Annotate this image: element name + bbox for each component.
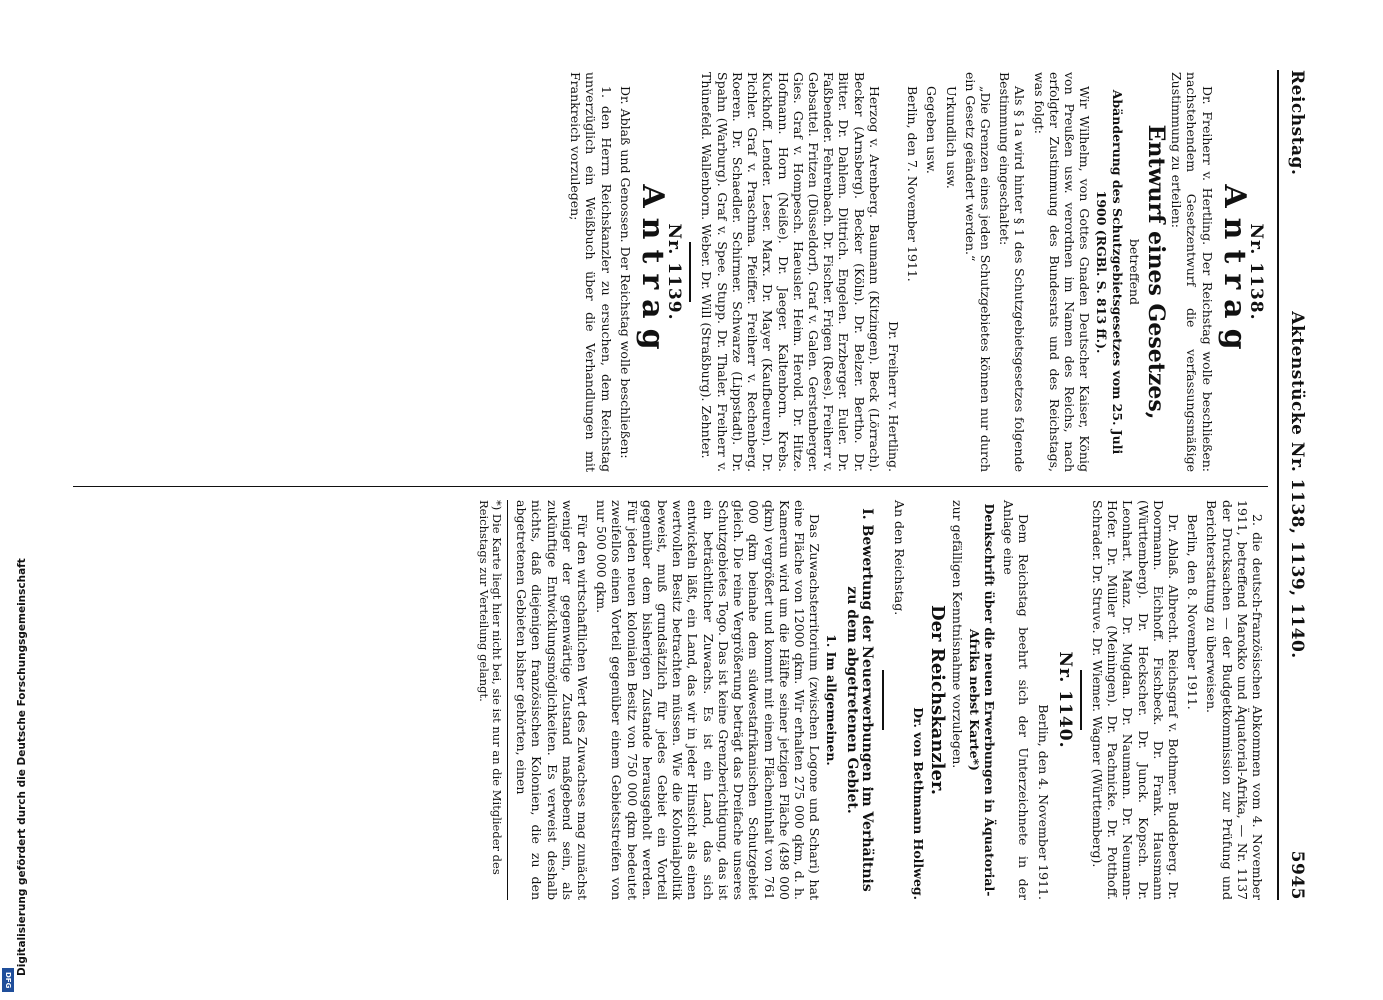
- paragraph-1a: Als § 1a wird hinter § 1 des Schutzgebietsgesetzes folgende Bestimmung eingeschaltet:: [997, 72, 1028, 472]
- footnote: *) Die Karte liegt hier nicht bei, sie ist nur an die Mitglieder des Reichstags zur Verteilung gelangt.: [477, 500, 508, 900]
- kanzler-name: Dr. von Bethmann Hollweg.: [911, 707, 927, 900]
- section-heading: I. Bewertung der Neuerwerbungen im Verhältnis zu dem abgetretenen Gebiet.: [843, 508, 875, 892]
- antrag2-item2: 2. die deutsch-französischen Abkommen vom 4. November 1911, betreffend Marokko und Äquatorial-Afrika, — Nr. 1137 der Drucksachen — der Budgetkommission zur Prüfung und Berichterstattung zu überweisen.: [1204, 500, 1265, 900]
- antrag-heading: Antrag: [1216, 184, 1252, 360]
- body-paragraph-2: Für den wirtschaftlichen Wert des Zuwachses mag zunächst weniger der gegenwärtige Zustand maßgebend sein, als zukünftige Entwicklungsmöglichkeiten. Es verweist deshalb nichts, daß diejenigen französischen Kolonien, die zu den abgetretenen Gebieten bisher gehörten, einen: [514, 500, 591, 900]
- antrag-intro: Dr. Freiherr v. Hertling. Der Reichstag wolle beschließen: nachstehendem Gesetzentwurf die verfassungsmäßige Zustimmung zu erteilen:: [1169, 72, 1215, 472]
- header-left: Reichstag.: [1287, 70, 1307, 176]
- separator: [689, 242, 691, 302]
- entwurf-heading: Entwurf eines Gesetzes,: [1142, 124, 1169, 420]
- cosigner-names: Herzog v. Arenberg. Baumann (Kitzingen). Beck (Lörrach). Becker (Arnsberg). Becker (Köln). Dr. Belzer. Bertho. Dr. Bitter. Dr. Dahlem. Dittrich. Engelen. Erzberger. Euler. Dr. Faßbender. Fehrenbach. Dr. Fischer. Frigen (Rees). Freiherr v. Gebsattel. Fritzen (Düsseldorf). Graf v. Galen. Gerstenberger. Gies. Graf v. Hompesch. Haeusler. Heim. Herold. Dr. Hitze. Hofmann. Horn (Neiße). Dr. Jaeger. Kaltenborn. Krebs. Kuckhoff. Lender. Leser. Marx. Dr. Mayer (Kaufbeuren). Dr. Pichler. Graf v. Praschma. Pfeiffer. Freiherr v. Rechenberg. Roeren. Dr. Schaedler. Schirmer. Schwarze (Lippstadt). Dr. Spahn (Warburg). Graf v. Spee. Stupp. Dr. Thaler. Freiherr v. Thünefeld. Wallenborn. Weber. Dr. Will (Straßburg). Zehnter.: [699, 72, 882, 472]
- running-header: [1281, 70, 1307, 900]
- kanzler-title: Der Reichskanzler.: [927, 604, 949, 796]
- letter-body: Dem Reichstag beehrt sich der Unterzeichnete in der Anlage eine: [1001, 500, 1032, 900]
- gegeben-text: Gegeben usw.: [924, 86, 940, 174]
- column-divider: [73, 486, 1268, 487]
- nr-1140-heading: Nr. 1140.: [1054, 651, 1075, 749]
- header-rule: [1277, 70, 1279, 900]
- quoted-provision: „Die Grenzen eines jeden Schutzgebietes können nur durch ein Gesetz geändert werden.“: [962, 72, 993, 472]
- wir-wilhelm-text: Wir Wilhelm, von Gottes Gnaden Deutscher Kaiser, König von Preußen usw. verordnen im Namen des Reichs, nach erfolgter Zustimmung des Bundesrats und des Reichstags, was folgt:: [1031, 72, 1093, 472]
- dfg-logo: DFG: [2, 968, 14, 992]
- date-line-2: Berlin, den 8. November 1911.: [1185, 514, 1201, 710]
- antrag2-item1: 1. den Herrn Reichskanzler zu ersuchen, dem Reichstag unverzüglich ein Weißbuch über die Verhandlungen mit Frankreich vorzulegen;: [568, 72, 614, 472]
- denkschrift-title: Denkschrift über die neuen Erwerbungen in Äquatorial-Afrika nebst Karte*): [966, 503, 997, 897]
- cosigner-names-2: Dr. Ablaß. Albrecht. Reichsgraf v. Bothmer. Buddeberg. Dr. Doormann. Eichhoff. Fischbeck. Dr. Frank. Hausmann (Württemberg). Dr. Heckscher. Dr. Junck. Kopsch. Dr. Leonhart. Manz. Dr. Mugdan. Dr. Naumann. Dr. Neumann-Hofer. Dr. Müller (Meiningen). Dr. Pachnicke. Dr. Potthoff. Schrader. Dr. Struve. Dr. Wiemer. Wagner (Württemberg).: [1089, 500, 1181, 900]
- header-center: Aktenstücke Nr. 1138, 1139, 1140.: [1287, 311, 1307, 659]
- nr-1139-heading: Nr. 1139.: [664, 223, 685, 321]
- antrag2-heading: Antrag: [635, 184, 671, 360]
- left-column: [564, 72, 1265, 472]
- page-number: 5945: [1287, 850, 1307, 900]
- law-title: Abänderung des Schutzgebietsgesetzes vom 25. Juli 1900 (RGBl. S. 813 ff.).: [1094, 89, 1125, 455]
- urkund-text: Urkundlich usw.: [943, 86, 959, 189]
- separator-2: [1080, 670, 1082, 730]
- kenntnis-text: zur gefälligen Kenntnisnahme vorzulegen.: [949, 500, 965, 769]
- nr-1138-heading: Nr. 1138.: [1246, 223, 1266, 321]
- body-paragraph-1: Das Zuwachsterritorium (zwischen Logone und Schari) hat eine Fläche von 12000 qkm. Wir erhalten 275 000 qkm, d. h. Kamerun wird um die Hälfte seiner jetzigen Fläche (498 000 qkm) vergrößert und kommt mit einem Flächeninhalt von 761 000 qkm beinahe dem südwestafrikanischen Schutzgebiet gleich. Die reine Vergrößerung beträgt das Dreifache unseres Schutzgebietes Togo. Das ist keine Grenzberichtigung, das ist ein beträchtlicher Zuwachs. Es ist ein Land, das sich entwickeln läßt, ein Land, das wir in jeder Hinsicht als einen wertvollen Besitz betrachten müssen. Wie die Kolonialpolitik beweist, muß grundsätzlich für jedes Gebiet ein Vorteil gegenüber dem bisherigen Zustande herausgeholt werden. Für jeden neuen kolonialen Besitz von 750 000 qkm bedeutet zweifellos einen Vorteil gegenüber einem Gebietsstreifen von nur 500 000 qkm.: [594, 500, 823, 900]
- date-line-3: Berlin, den 4. November 1911.: [1035, 704, 1051, 900]
- date-line: Berlin, den 7. November 1911.: [905, 86, 921, 282]
- digitization-credit: Digitalisierung gefördert durch die Deutsche Forschungsgemeinschaft: [16, 558, 28, 976]
- separator-3: [882, 670, 884, 730]
- betreffend-label: betreffend: [1126, 238, 1142, 306]
- antrag2-intro: Dr. Ablaß und Genossen. Der Reichstag wolle beschließen:: [617, 86, 633, 459]
- right-column: [477, 500, 1265, 900]
- signer: Dr. Freiherr v. Hertling.: [885, 321, 901, 472]
- subsection-heading: 1. Im allgemeinen.: [824, 634, 840, 766]
- addressee: An den Reichstag.: [891, 500, 907, 616]
